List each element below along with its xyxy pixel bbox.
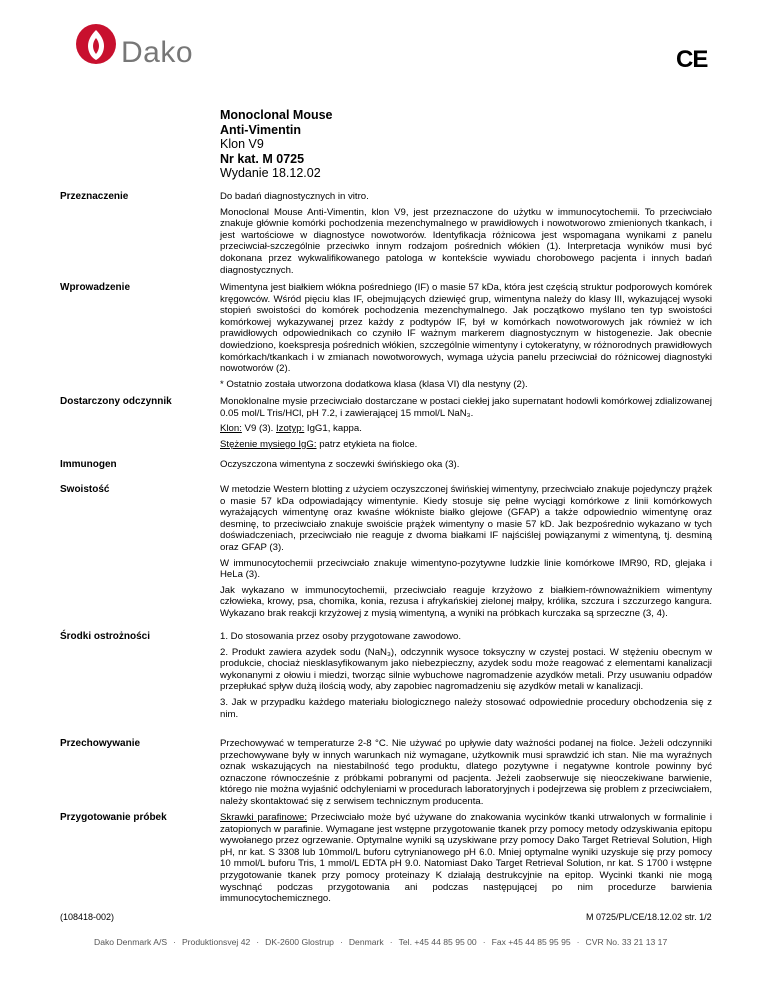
izotyp-label: Izotyp:	[276, 423, 305, 435]
stezenie-value: patrz etykieta na fiolce.	[316, 438, 418, 450]
country: Denmark	[348, 937, 384, 947]
city: DK-2600 Glostrup	[265, 937, 334, 947]
lead-label: Skrawki parafinowe:	[220, 812, 308, 823]
company-name: Dako Denmark A/S	[94, 937, 168, 947]
paragraph: W metodzie Western blotting z użyciem oczyszczonej świńskiej wimentyny, przeciwciało znakuje pojedynczy prążek o masie 57 kDa odpowiadający wimentynie. Kiedy stosuje się pełne wyciągi komórkowe z linii komórkowych wyrażających wimentynę oraz kwaśne włókniste białko glejowe (GFAP) a także odpowiednio wimentynę oraz desminę, to przeciwciało znakuje swoiście prążek wimentyny o masie 57 kD. Jak bezpośrednio wykazano w tych doświadczeniach, przeciwciało nie reaguje z dwoma białkami IF najściślej powiązanymi z wimentyną, tj. desminą oraz GFAP (3).	[220, 484, 712, 553]
izotyp-value: IgG1, kappa.	[304, 423, 362, 435]
ce-mark: CE	[676, 46, 708, 73]
section-label: Przygotowanie próbek	[60, 812, 167, 823]
fax: Fax +45 44 85 95 95	[491, 937, 571, 947]
stezenie-label: Stężenie mysiego IgG:	[220, 438, 317, 450]
paragraph: Jak wykazano w immunocytochemii, przeciwciało reaguje krzyżowo z białkiem-równoważnikiem wimentyny człowieka, krowy, psa, chomika, konia, rezusa i afrykańskiej zielonej małpy, królika, szczura i szczurzego kangura. Wykazano brak reakcji krzyżowej z mysią wimentyną, a wyniki na próbkach kurczaka są sprzeczne (3, 4).	[220, 584, 712, 619]
section-label: Przeznaczenie	[60, 191, 129, 202]
section-body	[220, 631, 712, 724]
paragraph: Monoclonal Mouse Anti-Vimentin, klon V9, jest przeznaczone do użytku w immunocytochemii. To przeciwciało znakuje głównie komórki pochodzenia mezenchymalnego w prawidłowych i nowotworowo zmienionych tkankach, i jest wartościowe w diagnostyce nowotworów. Identyfikacja różnicowa jest wspomagana wynikami z panelu przeciwciał-szczególnie przeciwko innym rodzajom pośrednich włókien (1). Interpretacja wyników musi być dokonana przez wykwalifikowanego patologa w kontekście wywiadu chorobowego pacjenta i innych badań diagnostycznych.	[220, 206, 712, 276]
product-line2: Anti-Vimentin	[220, 122, 302, 137]
product-title-block	[220, 108, 333, 181]
paragraph: 2. Produkt zawiera azydek sodu (NaN₃), odczynnik wysoce toksyczny w czystej postaci. W stężeniu obecnym w produkcie, chociaż niesklasyfikowanym jako niebezpieczny, azydek sodu może reagować z elementami kanalizacji wykonanymi z ołowiu i miedzi, tworząc silnie wybuchowe nagromadzenie azydków metali. Przy usuwaniu odpadów przepłukać spływ dużą ilością wody, aby zapobiec nagromadzeniu się azydków metali w kanalizacji.	[220, 646, 712, 693]
cvr-number: CVR No. 33 21 13 17	[585, 937, 668, 947]
product-clone: Klon V9	[220, 137, 264, 152]
section-label: Dostarczony odczynnik	[60, 396, 172, 407]
paragraph: 3. Jak w przypadku każdego materiału biologicznego należy stosować odpowiednie procedury obchodzenia się z nim.	[220, 696, 712, 720]
product-catalog: Nr kat. M 0725	[220, 151, 305, 166]
paragraph: Do badań diagnostycznych in vitro.	[220, 191, 369, 202]
section-body	[220, 282, 712, 394]
klon-label: Klon:	[220, 423, 242, 435]
klon-value: V9 (3).	[241, 423, 276, 435]
page-reference: M 0725/PL/CE/18.12.02 str. 1/2	[586, 912, 712, 922]
paragraph: Oczyszczona wimentyna z soczewki świńskiego oka (3).	[220, 459, 460, 470]
section-label: Immunogen	[60, 459, 117, 470]
section-label: Przechowywanie	[60, 738, 141, 749]
street: Produktionsvej 42	[181, 937, 251, 947]
section-body	[220, 812, 712, 909]
paragraph: Monoklonalne mysie przeciwciało dostarczane w postaci ciekłej jako supernatant hodowli komórkowej zdializowanej 0.05 mol/L Tris/HCl, pH 7.2, i zawierającej 15 mmol/L NaN₃.	[220, 396, 712, 419]
company-address: Dako Denmark A/S · Produktionsvej 42 · DK-2600 Glostrup · Denmark · Tel. +45 44 85 95 00 · Fax +45 44 85 95 95 · CVR No. 33 21 13 17	[94, 937, 668, 947]
brand-name: Dako	[121, 36, 194, 69]
section-label: Wprowadzenie	[60, 282, 131, 293]
paragraph	[220, 423, 712, 435]
paragraph	[220, 439, 712, 451]
section-body	[220, 396, 712, 454]
product-line1: Monoclonal Mouse	[220, 108, 333, 122]
paragraph: Wimentyna jest białkiem włókna pośredniego (IF) o masie 57 kDa, która jest częścią struktur podporowych komórek kręgowców. Wśród pięciu klas IF, obejmujących dziewięć grup, wimentyna należy do klasy III, wykazującej wysoki stopień swoistości do komórek pochodzenia mezenchymalnego. Jak początkowo myślano ten typ swoistości komórkowej wykazywanej przez każdy z podtypów IF, był w komórkach nowotworowych jak również w ich prawidłowych odpowiednikach co czyniło IF ważnym markerem diagnostycznym w histogenezie. Jak obecnie dowiedziono, koekspresja pośrednich włókien, szczególnie wimentyny i cytokeratyny, w różnorodnych prawidłowych komórkach/tkankach i w zmianach nowotworowych, wymaga użycia panelu przeciwciał do różnicowej diagnostyki nowotworów (2).	[220, 282, 712, 375]
section-body	[220, 459, 712, 475]
dako-logo-icon	[74, 22, 122, 70]
paragraph: Przechowywać w temperaturze 2-8 °C. Nie używać po upływie daty ważności podanej na fiolce. Jeżeli odczynniki przechowywane były w innych warunkach niż wymagane, użytkownik musi sprawdzić ich stan. Nie ma wyraźnych oznak wskazujących na niestabilność tego produktu, dlatego pozytywne i negatywne kontrole powinny być oznaczone równocześnie z próbkami pobranymi od pacjenta. Jeżeli zaobserwuje się nieoczekiwane barwienie, którego nie można wyjaśnić odchyleniami w procedurach laboratoryjnych i podejrzewa się problem z przeciwciałem, należy skontaktować się z serwisem technicznym producenta.	[220, 738, 712, 807]
section-label: Swoistość	[60, 484, 110, 495]
section-label: Środki ostrożności	[60, 631, 151, 642]
paragraph	[220, 812, 712, 905]
telephone: Tel. +45 44 85 95 00	[398, 937, 477, 947]
lead-text: Przeciwciało może być używane do znakowania wycinków tkanki utrwalonych w formalinie i zatopionych w parafinie. Wymagane jest wstępne przygotowanie tkanek przy pomocy metody odzyskiwania epitopu wywołanego przez ogrzewanie. Optymalne wyniki są uzyskiwane przy pomocy Dako Target Retrieval Solution, High pH, nr kat. S 3308 lub 10mmol/L buforu cytrynianowego pH 6.0. Mniej optymalne wyniki uzyskuje się przy pomocy 10 mmol/L buforu Tris, 1 mmol/L EDTA pH 9.0. Natomiast Dako Target Retrieval Solution, nr kat. S 1700 i wstępne przygotowanie tkanek przy pomocy proteinazy K działają destrukcyjnie na epitop. Wycinki tkanki nie mogą wyschnąć podczas przygotowania ani podczas następującej po nim procedurze barwienia immunocytochemicznego.	[220, 812, 712, 905]
section-body	[220, 191, 712, 280]
section-body	[220, 738, 712, 812]
product-edition: Wydanie 18.12.02	[220, 166, 321, 181]
document-code: (108418-002)	[60, 912, 115, 922]
paragraph: W immunocytochemii przeciwciało znakuje wimentyno-pozytywne ludzkie linie komórkowe IMR90, RD, glejaka i HeLa (3).	[220, 557, 712, 581]
paragraph: * Ostatnio została utworzona dodatkowa klasa (klasa VI) dla nestyny (2).	[220, 378, 528, 390]
paragraph: 1. Do stosowania przez osoby przygotowane zawodowo.	[220, 631, 462, 642]
section-body	[220, 484, 712, 624]
